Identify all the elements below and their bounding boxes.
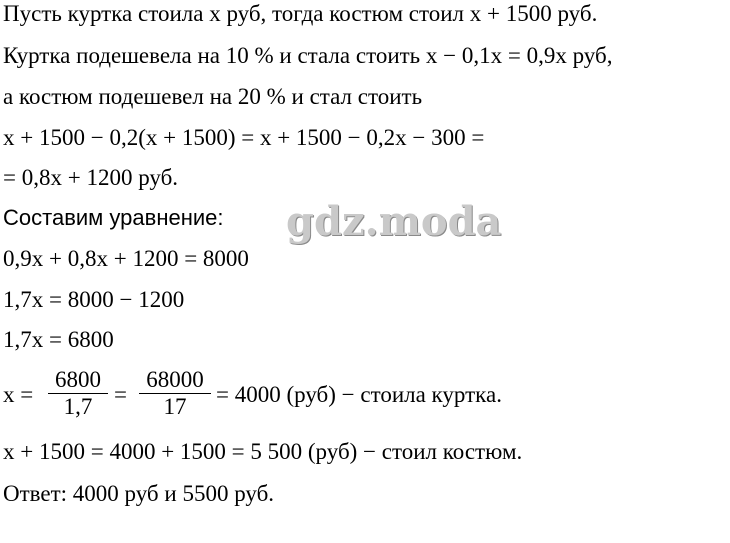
fraction-1-denominator: 1,7 [63, 394, 93, 419]
fraction-2-numerator: 68000 [139, 367, 211, 394]
equation-line-8: 1,7x = 8000 − 1200 [3, 287, 185, 312]
fraction-1-numerator: 6800 [48, 367, 108, 394]
solution-line-3: а костюм подешевел на 20 % и стал стоить [3, 84, 423, 109]
fraction-result: = 4000 (руб) − стоила куртка. [216, 382, 502, 407]
equation-line-9: 1,7x = 6800 [3, 327, 114, 352]
solution-line-6: Составим уравнение: [3, 205, 224, 230]
solution-line-11: x + 1500 = 4000 + 1500 = 5 500 (руб) − стоил костюм. [3, 439, 523, 464]
fraction-lhs: x = [3, 382, 34, 407]
fraction-equals: = [114, 382, 127, 407]
equation-line-7: 0,9x + 0,8x + 1200 = 8000 [3, 246, 249, 271]
fraction-1 [48, 367, 108, 420]
solution-line-2: Куртка подешевела на 10 % и стала стоить x − 0,1x = 0,9x руб, [3, 43, 613, 68]
watermark: gdz.moda [286, 198, 502, 245]
solution-line-4: x + 1500 − 0,2(x + 1500) = x + 1500 − 0,2x − 300 = [3, 125, 485, 150]
solution-line-1: Пусть куртка стоила x руб, тогда костюм стоил x + 1500 руб. [3, 1, 598, 26]
answer-line: Ответ: 4000 руб и 5500 руб. [3, 481, 275, 506]
fraction-2-denominator: 17 [163, 394, 187, 419]
fraction-2 [139, 367, 211, 420]
solution-line-5: = 0,8x + 1200 руб. [3, 165, 179, 190]
